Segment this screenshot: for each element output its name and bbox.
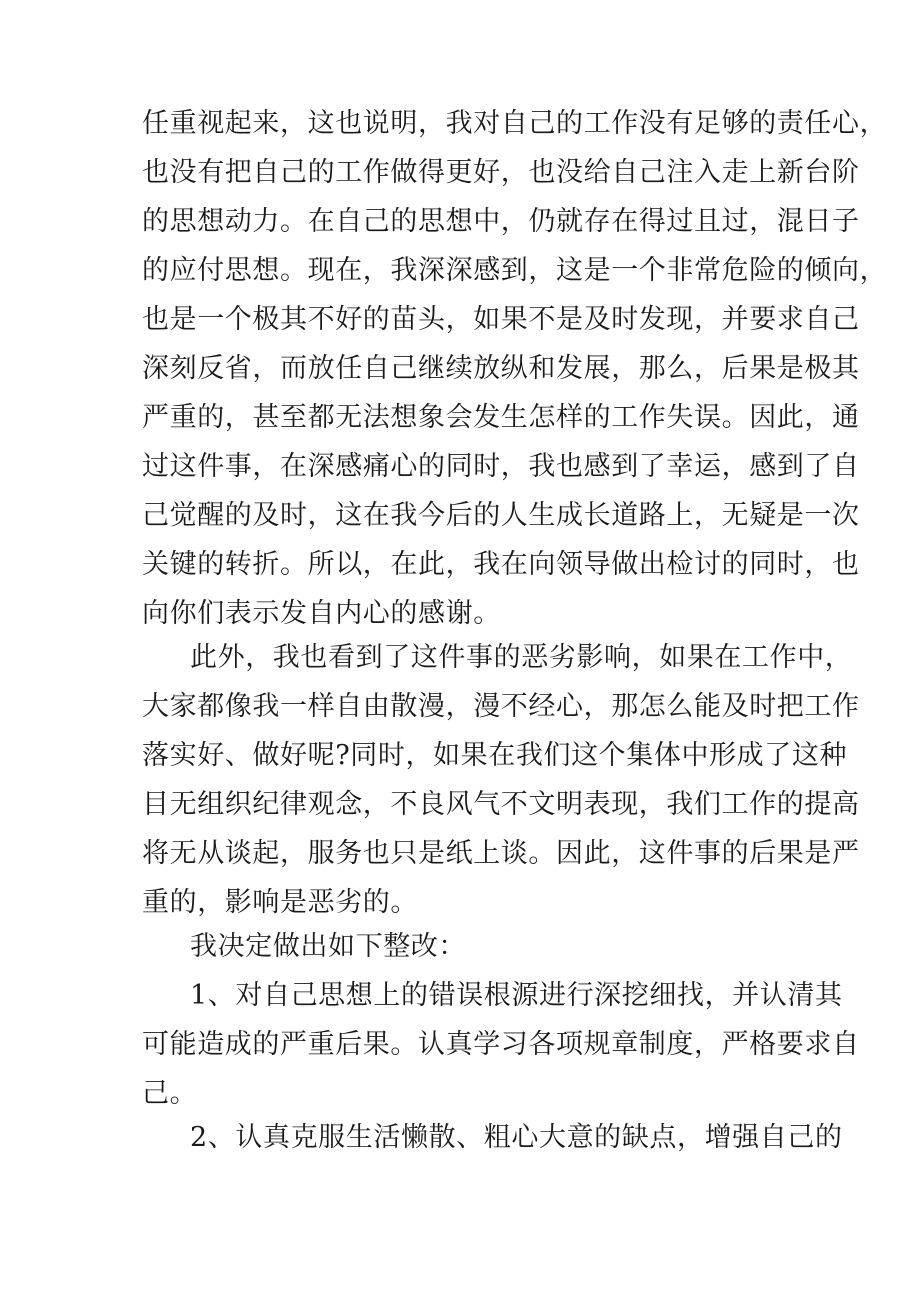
text-line: 己。 xyxy=(142,1078,198,1109)
text-line: 目无组织纪律观念，不良风气不文明表现，我们工作的提高 xyxy=(142,789,860,820)
text-line: 深刻反省，而放任自己继续放纵和发展，那么，后果是极其 xyxy=(142,353,860,384)
text-line: 也是一个极其不好的苗头，如果不是及时发现，并要求自己 xyxy=(142,304,860,335)
text-line: 的应付思想。现在，我深深感到，这是一个非常危险的倾向， xyxy=(142,255,888,286)
text-line: 重的，影响是恶劣的。 xyxy=(142,887,418,918)
text-line: 严重的，甚至都无法想象会发生怎样的工作失误。因此，通 xyxy=(142,402,860,433)
text-line: 1、对自己思想上的错误根源进行深挖细找，并认清其 xyxy=(190,980,843,1011)
text-line: 大家都像我一样自由散漫，漫不经心，那怎么能及时把工作 xyxy=(142,691,860,722)
text-line: 也没有把自己的工作做得更好，也没给自己注入走上新台阶 xyxy=(142,157,860,188)
text-line: 向你们表示发自内心的感谢。 xyxy=(142,598,501,629)
text-line: 任重视起来，这也说明，我对自己的工作没有足够的责任心， xyxy=(142,108,888,139)
text-line: 的思想动力。在自己的思想中，仍就存在得过且过，混日子 xyxy=(142,206,860,237)
text-line: 落实好、做好呢?同时，如果在我们这个集体中形成了这种 xyxy=(142,740,848,771)
text-line: 2、认真克服生活懒散、粗心大意的缺点，增强自己的 xyxy=(190,1122,843,1153)
text-line: 将无从谈起，服务也只是纸上谈。因此，这件事的后果是严 xyxy=(142,838,860,869)
text-line: 可能造成的严重后果。认真学习各项规章制度，严格要求自 xyxy=(142,1029,860,1060)
text-line: 己觉醒的及时，这在我今后的人生成长道路上，无疑是一次 xyxy=(142,500,860,531)
text-line: 关键的转折。所以，在此，我在向领导做出检讨的同时，也 xyxy=(142,549,860,580)
text-line: 我决定做出如下整改： xyxy=(190,931,466,962)
text-line: 此外，我也看到了这件事的恶劣影响，如果在工作中， xyxy=(190,642,853,673)
text-line: 过这件事，在深感痛心的同时，我也感到了幸运，感到了自 xyxy=(142,451,860,482)
